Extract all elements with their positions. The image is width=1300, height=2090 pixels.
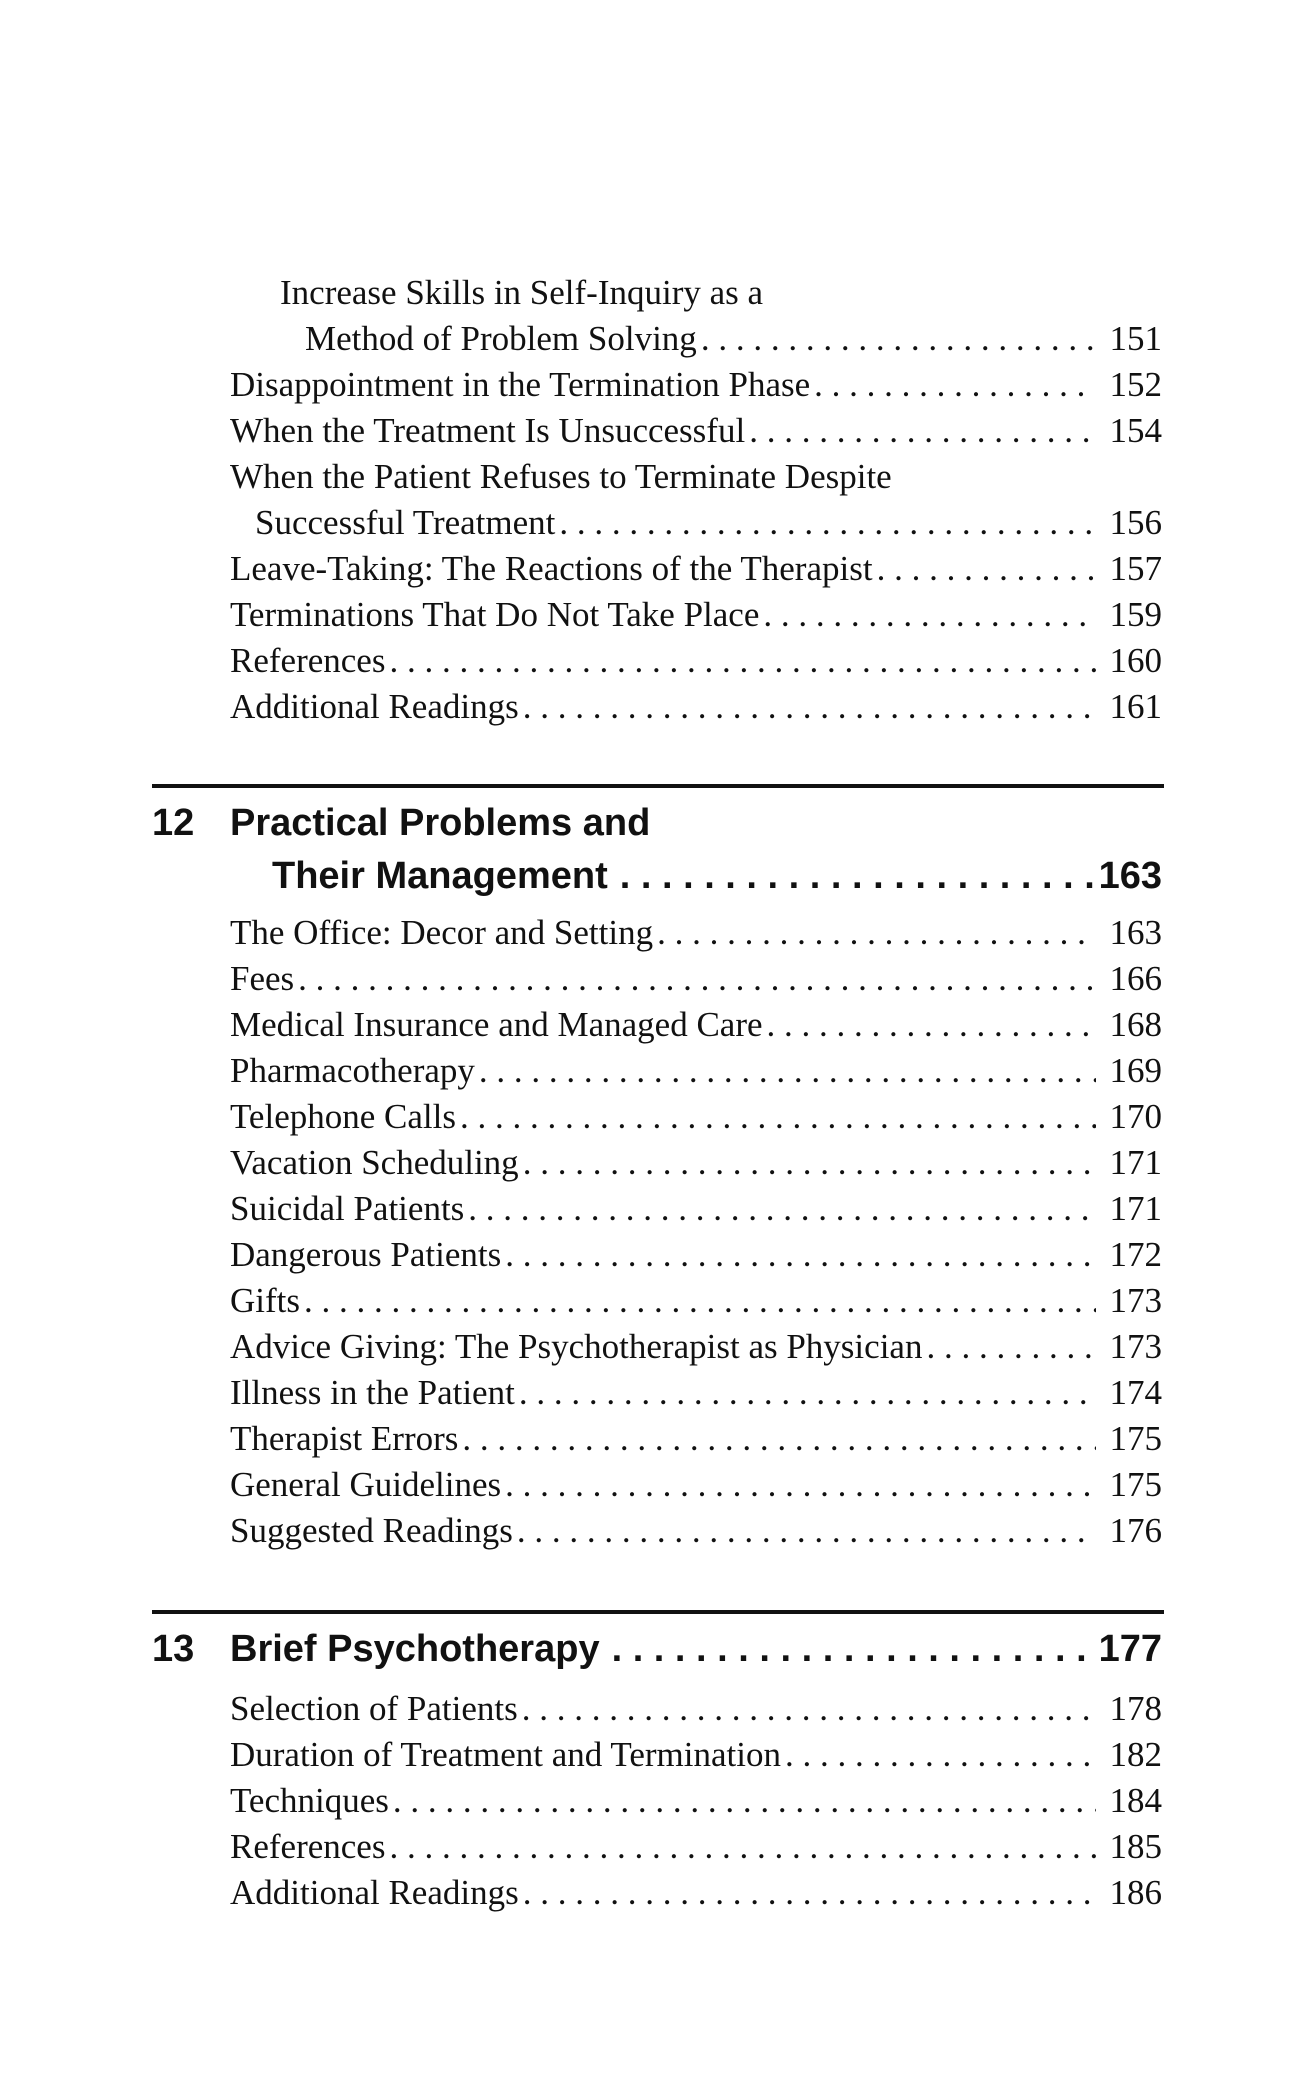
toc-entry-page: 178 <box>1109 1689 1162 1728</box>
leader-dots <box>559 500 1095 546</box>
toc-entry-title: Dangerous Patients <box>230 1235 502 1274</box>
toc-entry-title: Therapist Errors <box>230 1419 459 1458</box>
toc-entry-title: Additional Readings <box>230 687 519 726</box>
toc-entry-page: 163 <box>1109 913 1162 952</box>
toc-entry[interactable] <box>230 362 1162 408</box>
toc-entry-title: Leave-Taking: The Reactions of the Therapist <box>230 549 873 588</box>
toc-entry-page: 175 <box>1109 1419 1162 1458</box>
chapter-number: 13 <box>152 1628 195 1670</box>
chapter-title-entry[interactable] <box>272 850 1162 902</box>
toc-entry-page: 166 <box>1109 959 1162 998</box>
toc-entry-title: Advice Giving: The Psychotherapist as Physician <box>230 1327 923 1366</box>
leader-dots <box>523 1140 1096 1186</box>
toc-entry[interactable] <box>230 408 1162 454</box>
toc-entry[interactable] <box>230 592 1162 638</box>
toc-entry-title: Suggested Readings <box>230 1511 513 1550</box>
toc-entry-page: 186 <box>1109 1873 1162 1912</box>
leader-dots <box>926 1324 1095 1370</box>
leader-dots <box>505 1462 1095 1508</box>
leader-dots <box>522 1686 1096 1732</box>
toc-entry-title: The Office: Decor and Setting <box>230 913 654 952</box>
toc-entry-page: 159 <box>1109 595 1162 634</box>
toc-entry[interactable] <box>230 956 1162 1002</box>
toc-entry-page: 174 <box>1109 1373 1162 1412</box>
toc-entry-title: Suicidal Patients <box>230 1189 465 1228</box>
leader-dots <box>612 1623 1095 1675</box>
toc-entry-page: 151 <box>1109 319 1162 358</box>
toc-entry-page: 157 <box>1109 549 1162 588</box>
leader-dots <box>814 362 1095 408</box>
toc-entry-title: Selection of Patients <box>230 1689 518 1728</box>
leader-dots <box>877 546 1096 592</box>
toc-entry[interactable] <box>230 1870 1162 1916</box>
leader-dots <box>505 1232 1095 1278</box>
toc-entry-page: 169 <box>1109 1051 1162 1090</box>
toc-entry[interactable] <box>230 1778 1162 1824</box>
toc-entry[interactable] <box>230 1140 1162 1186</box>
toc-entry[interactable] <box>230 546 1162 592</box>
toc-entry-page: 173 <box>1109 1281 1162 1320</box>
toc-entry[interactable] <box>230 1416 1162 1462</box>
leader-dots <box>785 1732 1096 1778</box>
toc-entry-title: Additional Readings <box>230 1873 519 1912</box>
leader-dots <box>298 956 1095 1002</box>
toc-entry-title: When the Treatment Is Unsuccessful <box>230 411 746 450</box>
chapter-title: Practical Problems and <box>230 802 651 844</box>
toc-entry[interactable] <box>230 1824 1162 1870</box>
toc-entry-page: 160 <box>1109 641 1162 680</box>
leader-dots <box>304 1278 1096 1324</box>
toc-entry[interactable] <box>230 684 1162 730</box>
toc-entry-page: 184 <box>1109 1781 1162 1820</box>
leader-dots <box>468 1186 1095 1232</box>
leader-dots <box>519 1370 1096 1416</box>
leader-dots <box>517 1508 1096 1554</box>
toc-entry-page: 171 <box>1109 1143 1162 1182</box>
toc-entry-page: 175 <box>1109 1465 1162 1504</box>
toc-entry-title: References <box>230 1827 386 1866</box>
toc-entry-title: Gifts <box>230 1281 300 1320</box>
toc-entry-page: 172 <box>1109 1235 1162 1274</box>
toc-entry-page: 182 <box>1109 1735 1162 1774</box>
chapter-divider <box>152 1610 1164 1614</box>
leader-dots <box>479 1048 1096 1094</box>
toc-entry-title: Disappointment in the Termination Phase <box>230 365 811 404</box>
toc-entry-title-wrapped: Increase Skills in Self-Inquiry as a <box>280 273 764 312</box>
toc-entry[interactable] <box>305 316 1162 362</box>
leader-dots <box>767 1002 1096 1048</box>
chapter-page: 177 <box>1098 1628 1162 1670</box>
toc-entry-title-wrapped: When the Patient Refuses to Terminate Despite <box>230 457 892 496</box>
toc-entry-title: Fees <box>230 959 295 998</box>
toc-entry[interactable] <box>230 1686 1162 1732</box>
toc-entry[interactable] <box>230 910 1162 956</box>
leader-dots <box>523 1870 1096 1916</box>
toc-entry[interactable] <box>230 1186 1162 1232</box>
toc-entry-page: 171 <box>1109 1189 1162 1228</box>
leader-dots <box>462 1416 1095 1462</box>
toc-entry-title: References <box>230 641 386 680</box>
leader-dots <box>389 638 1095 684</box>
leader-dots <box>393 1778 1096 1824</box>
toc-entry-page: 176 <box>1109 1511 1162 1550</box>
leader-dots <box>389 1824 1095 1870</box>
toc-entry-title: Telephone Calls <box>230 1097 456 1136</box>
leader-dots <box>460 1094 1096 1140</box>
toc-entry-title: Terminations That Do Not Take Place <box>230 595 760 634</box>
toc-entry-title: Vacation Scheduling <box>230 1143 519 1182</box>
toc-entry-page: 168 <box>1109 1005 1162 1044</box>
leader-dots <box>763 592 1095 638</box>
toc-entry-title: Successful Treatment <box>255 503 556 542</box>
toc-entry-title: General Guidelines <box>230 1465 502 1504</box>
toc-entry[interactable] <box>230 1094 1162 1140</box>
chapter-title-line2: Their Management <box>272 855 608 897</box>
chapter-divider <box>152 784 1164 788</box>
toc-entry-page: 156 <box>1109 503 1162 542</box>
leader-dots <box>620 850 1095 902</box>
toc-entry-title: Method of Problem Solving <box>305 319 697 358</box>
toc-entry-title: Pharmacotherapy <box>230 1051 475 1090</box>
leader-dots <box>701 316 1096 362</box>
toc-entry[interactable] <box>230 1732 1162 1778</box>
toc-entry-page: 154 <box>1109 411 1162 450</box>
toc-entry[interactable] <box>255 500 1162 546</box>
toc-entry[interactable] <box>230 1002 1162 1048</box>
toc-entry-page: 152 <box>1109 365 1162 404</box>
leader-dots <box>523 684 1096 730</box>
toc-entry-title: Medical Insurance and Managed Care <box>230 1005 763 1044</box>
toc-entry[interactable] <box>230 638 1162 684</box>
toc-entry[interactable] <box>230 1462 1162 1508</box>
toc-entry-page: 170 <box>1109 1097 1162 1136</box>
leader-dots <box>657 910 1095 956</box>
toc-entry[interactable] <box>230 1370 1162 1416</box>
leader-dots <box>749 408 1095 454</box>
chapter-page: 163 <box>1098 855 1162 897</box>
toc-entry[interactable] <box>230 1232 1162 1278</box>
toc-entry-title: Duration of Treatment and Termination <box>230 1735 781 1774</box>
chapter-number: 12 <box>152 802 195 844</box>
chapter-title: Brief Psychotherapy <box>230 1628 600 1670</box>
toc-entry-title: Illness in the Patient <box>230 1373 515 1412</box>
toc-entry-title: Techniques <box>230 1781 389 1820</box>
toc-entry-page: 161 <box>1109 687 1162 726</box>
toc-entry[interactable] <box>230 1324 1162 1370</box>
toc-entry-page: 173 <box>1109 1327 1162 1366</box>
toc-entry-page: 185 <box>1109 1827 1162 1866</box>
toc-entry[interactable] <box>230 1048 1162 1094</box>
toc-entry[interactable] <box>230 1278 1162 1324</box>
chapter-title-entry[interactable] <box>230 1623 1162 1675</box>
toc-entry[interactable] <box>230 1508 1162 1554</box>
